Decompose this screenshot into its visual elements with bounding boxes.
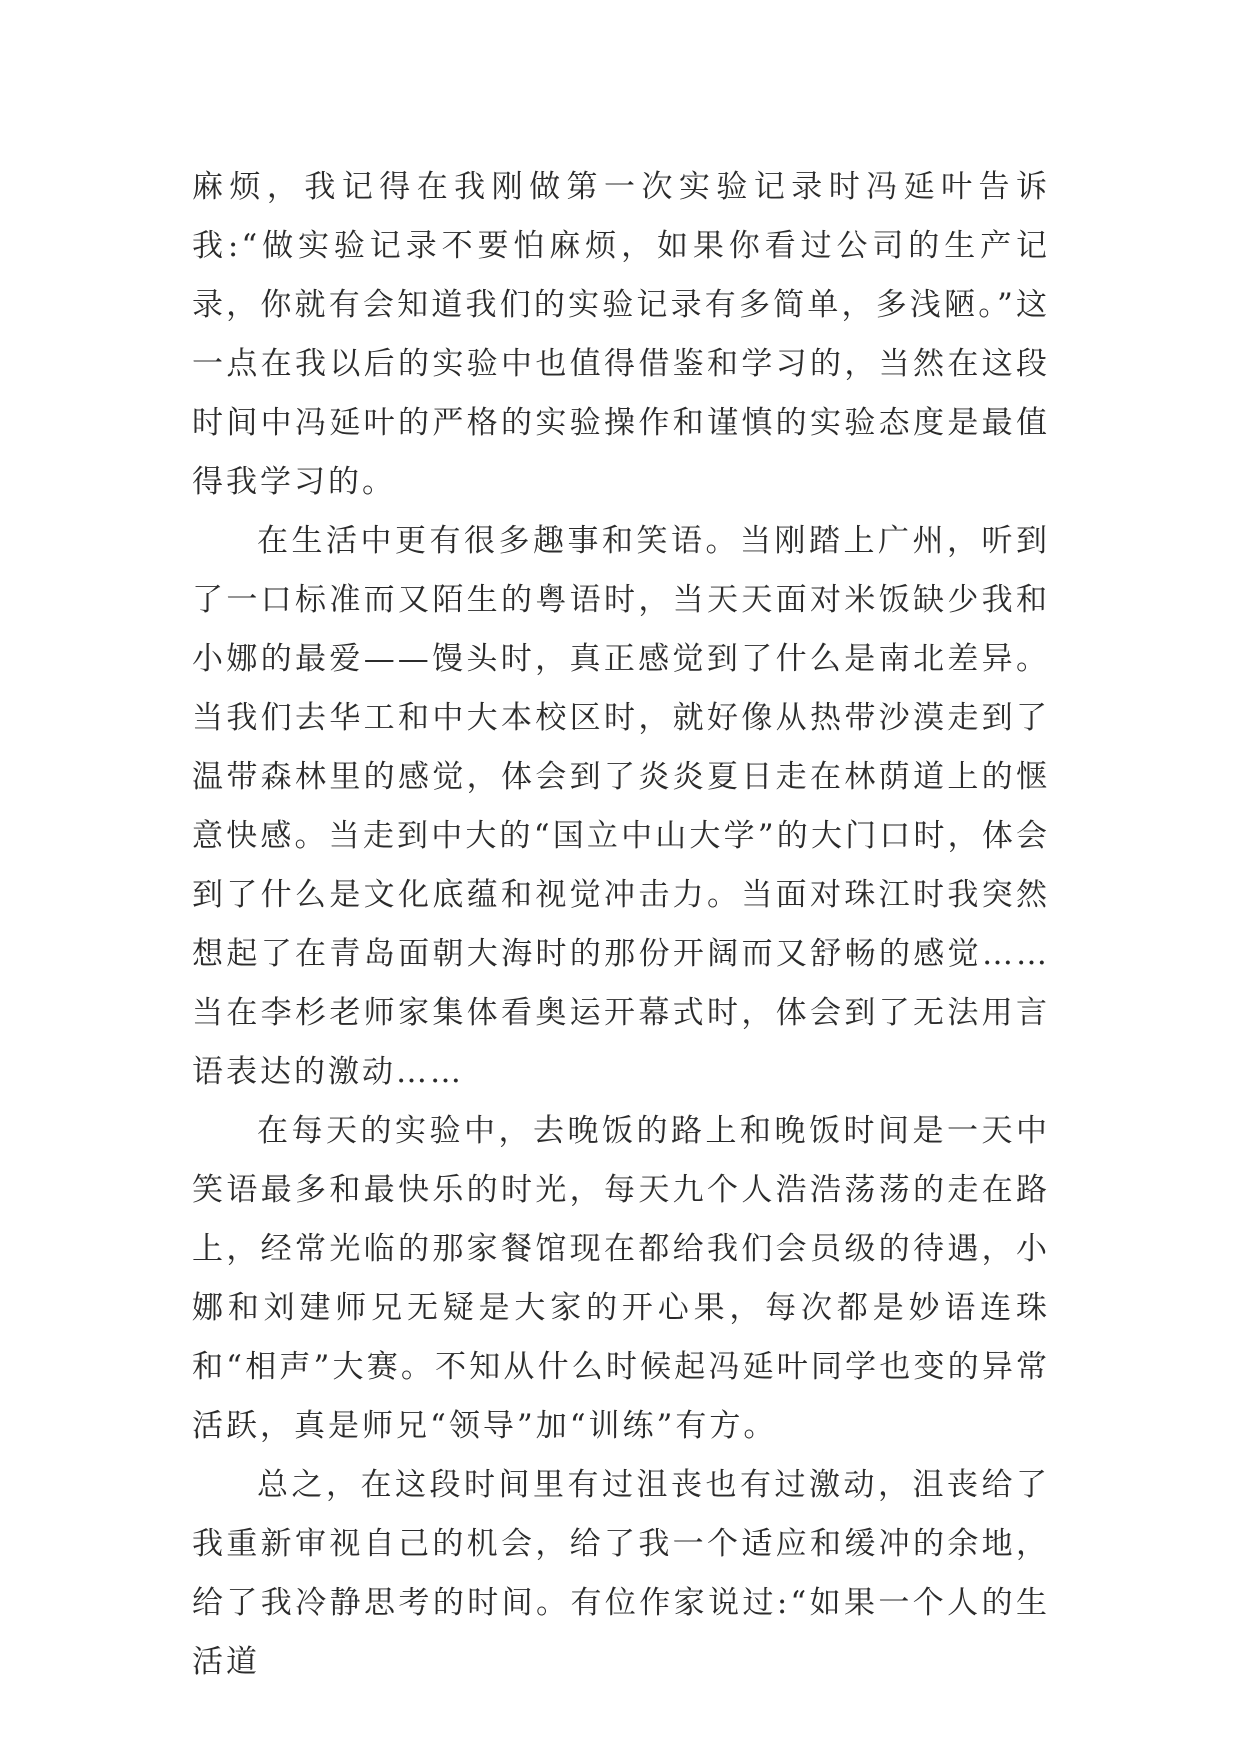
paragraph-4: 总之，在这段时间里有过沮丧也有过激动，沮丧给了我重新审视自己的机会，给了我一个适应和缓冲的余地，给了我冷静思考的时间。有位作家说过:“如果一个人的生活道 [192,1467,1050,1680]
document-body [192,158,1050,1692]
paragraph-3: 在每天的实验中，去晚饭的路上和晚饭时间是一天中笑语最多和最快乐的时光，每天九个人浩浩荡荡的走在路上，经常光临的那家餐馆现在都给我们会员级的待遇，小娜和刘建师兄无疑是大家的开心果，每次都是妙语连珠和“相声”大赛。不知从什么时候起冯延叶同学也变的异常活跃，真是师兄“领导”加“训练”有方。 [192,1113,1050,1444]
paragraph-2: 在生活中更有很多趣事和笑语。当刚踏上广州，听到了一口标准而又陌生的粤语时，当天天面对米饭缺少我和小娜的最爱——馒头时，真正感觉到了什么是南北差异。当我们去华工和中大本校区时，就好像从热带沙漠走到了温带森林里的感觉，体会到了炎炎夏日走在林荫道上的惬意快感。当走到中大的“国立中山大学”的大门口时，体会到了什么是文化底蕴和视觉冲击力。当面对珠江时我突然想起了在青岛面朝大海时的那份开阔而又舒畅的感觉……当在李杉老师家集体看奥运开幕式时，体会到了无法用言语表达的激动…… [192,523,1050,1090]
paragraph-1: 麻烦，我记得在我刚做第一次实验记录时冯延叶告诉我:“做实验记录不要怕麻烦，如果你看过公司的生产记录，你就有会知道我们的实验记录有多简单，多浅陋。”这一点在我以后的实验中也值得借鉴和学习的，当然在这段时间中冯延叶的严格的实验操作和谨慎的实验态度是最值得我学习的。 [192,169,1050,500]
